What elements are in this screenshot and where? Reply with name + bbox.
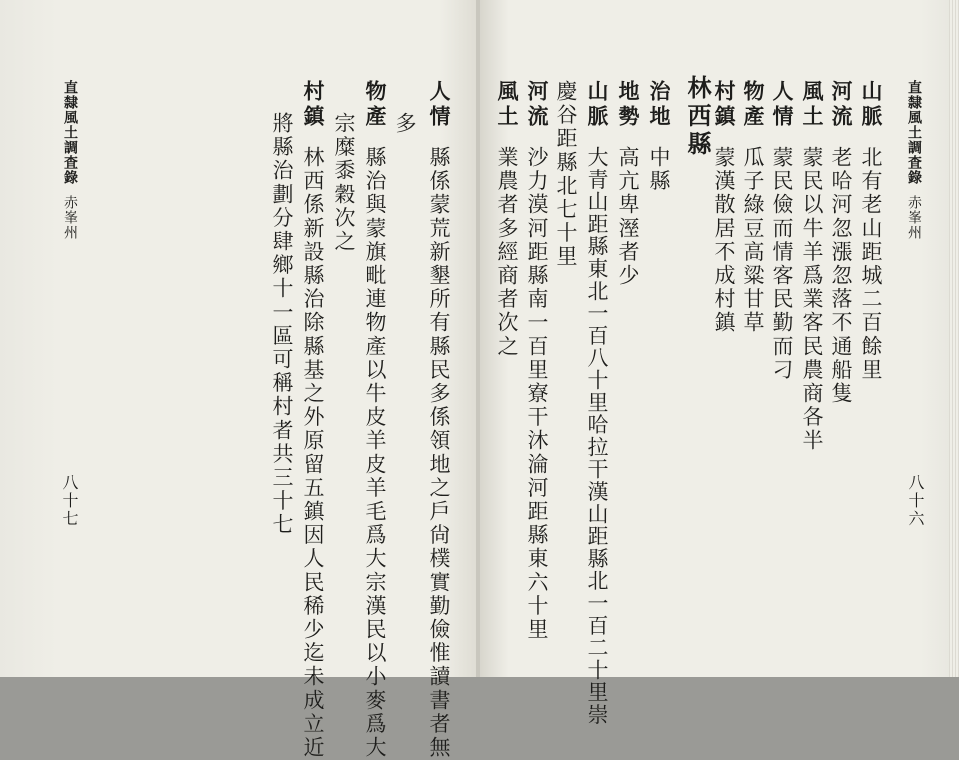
column-text: 多: [393, 112, 417, 136]
column-text: 沙力漠河距縣南一百里寮干沐淪河距縣東六十里: [525, 146, 549, 642]
right-text-column: [586, 80, 608, 726]
right-page: [480, 0, 959, 726]
right-text-column: [648, 80, 670, 193]
right-text-column: [617, 80, 639, 288]
column-label: 人情: [427, 80, 452, 130]
column-label: 山脈: [859, 80, 884, 130]
column-text: 老哈河忽漲忽落不通船隻: [829, 146, 853, 406]
right-text-column: [830, 80, 852, 406]
right-text-column: [555, 80, 576, 269]
right-text-column: [860, 80, 882, 382]
page-edge: [949, 0, 959, 677]
column-text: 北有老山距城二百餘里: [859, 146, 883, 382]
column-text: 蒙漢散居不成村鎮: [712, 146, 736, 335]
column-label: 村鎮: [712, 80, 737, 130]
left-text-column: [394, 112, 415, 136]
column-text: 林西係新設縣治除縣基之外原留五鎮因人民稀少迄未成立近: [301, 146, 325, 760]
right-page-number: 八十六: [906, 474, 925, 528]
column-text: 蒙民以牛羊爲業客民農商各半: [800, 146, 824, 453]
left-text-column: [302, 80, 324, 760]
left-page-number: 八十七: [60, 474, 79, 528]
column-label: 風土: [495, 80, 520, 130]
left-page: [0, 0, 478, 760]
right-text-column: [713, 80, 735, 335]
left-text-column: [271, 112, 292, 537]
column-text: 瓜子綠豆高粱甘草: [741, 146, 765, 335]
county-title: 林西縣: [683, 75, 712, 159]
right-text-column: [526, 80, 548, 642]
column-label: 物產: [741, 80, 766, 130]
right-text-column: [496, 80, 518, 358]
left-place-name: 赤峯州: [62, 195, 78, 240]
column-label: 山脈: [585, 80, 610, 130]
right-place-name: 赤峯州: [906, 195, 922, 240]
column-text: 業農者多經商者次之: [495, 146, 519, 359]
column-label: 村鎮: [301, 80, 326, 130]
right-text-column: [742, 80, 764, 335]
column-text: 縣係蒙荒新墾所有縣民多係領地之戶尙樸實勤儉惟讀書者無: [427, 146, 451, 760]
column-label: 地勢: [616, 80, 641, 130]
column-text: 縣治與蒙旗毗連物產以牛皮羊皮羊毛爲大宗漢民以小麥爲大: [363, 146, 387, 760]
left-book-title: 直隸風土調査錄: [62, 80, 78, 185]
column-label: 河流: [525, 80, 550, 130]
column-label: 風土: [800, 80, 825, 130]
left-text-column: [364, 80, 386, 760]
column-text: 慶谷距縣北七十里: [554, 80, 578, 269]
column-text: 宗糜黍穀次之: [332, 112, 356, 254]
column-text: 高亢卑溼者少: [616, 146, 640, 288]
left-text-column: [428, 80, 450, 760]
right-text-column: [801, 80, 823, 453]
right-text-column: [771, 80, 793, 382]
column-text: 將縣治劃分肆鄉十一區可稱村者共三十七: [270, 112, 294, 537]
column-label: 物產: [363, 80, 388, 130]
left-running-head: [60, 80, 80, 240]
column-text: 中縣: [647, 146, 671, 194]
column-text: 大青山距縣東北一百八十里哈拉干漢山距縣北一百二十里崇: [585, 146, 609, 726]
column-text: 蒙民儉而情客民勤而刁: [770, 146, 794, 382]
left-text-column: [333, 112, 354, 254]
right-book-title: 直隸風土調査錄: [906, 80, 922, 185]
right-running-head: [904, 80, 924, 240]
column-label: 治地: [647, 80, 672, 130]
column-label: 河流: [829, 80, 854, 130]
column-label: 人情: [770, 80, 795, 130]
